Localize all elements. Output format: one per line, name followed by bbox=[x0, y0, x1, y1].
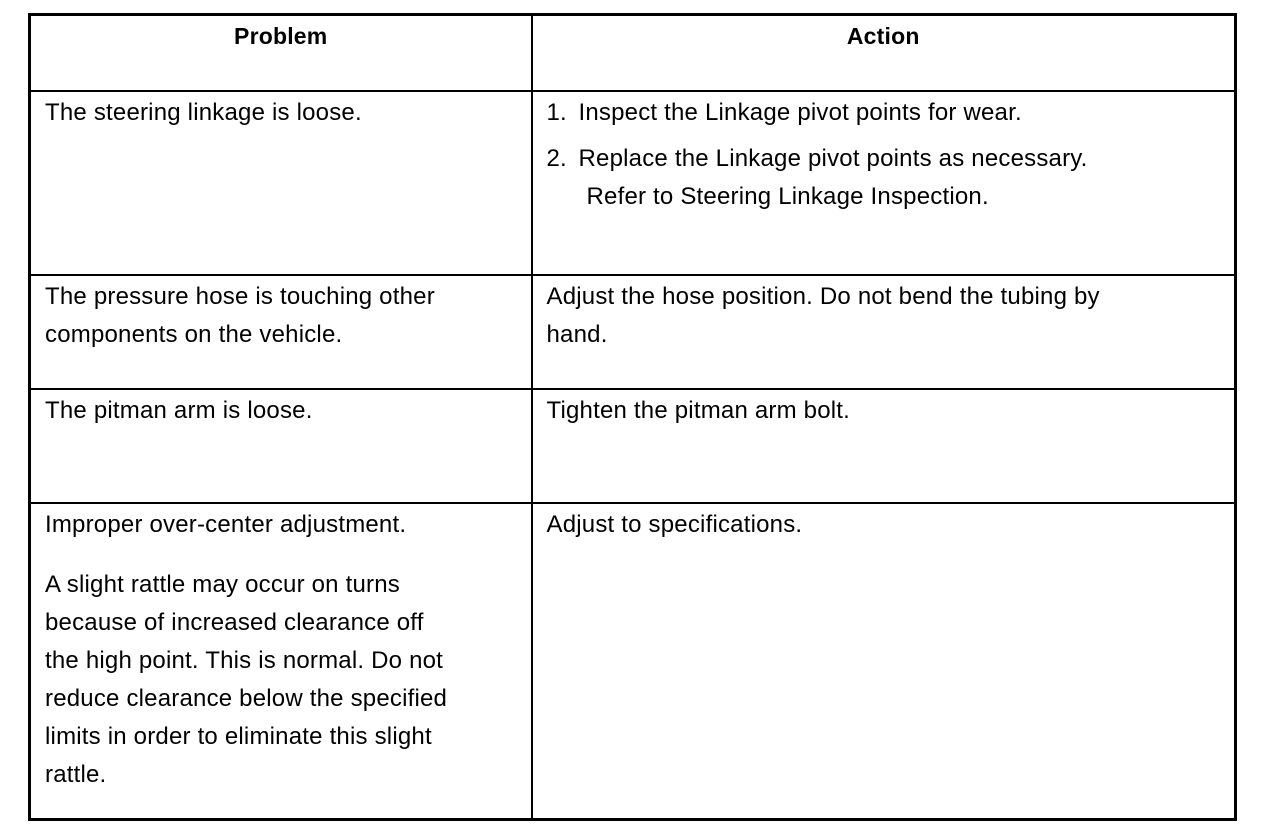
problem-note-line: reduce clearance below the specified bbox=[45, 685, 448, 712]
problem-note-line: because of increased clearance off bbox=[45, 609, 424, 636]
troubleshooting-table bbox=[28, 13, 1237, 821]
problem-note-line: A slight rattle may occur on turns bbox=[45, 571, 400, 598]
problem-note-line: the high point. This is normal. Do not bbox=[45, 647, 444, 674]
step-text: Replace the Linkage pivot points as necessary. bbox=[578, 145, 1088, 172]
problem-text: The pitman arm is loose. bbox=[45, 397, 313, 424]
problem-note-line: limits in order to eliminate this slight bbox=[45, 723, 432, 750]
problem-cell bbox=[30, 503, 532, 820]
problem-text-line: The pressure hose is touching other bbox=[45, 283, 435, 310]
problem-cell bbox=[30, 389, 532, 503]
table-row bbox=[30, 91, 1236, 275]
action-cell bbox=[532, 389, 1236, 503]
action-text: Tighten the pitman arm bolt. bbox=[546, 397, 851, 424]
action-steps-list bbox=[547, 94, 1221, 216]
step-text: Inspect the Linkage pivot points for wear. bbox=[578, 99, 1022, 126]
action-text-line: Adjust the hose position. Do not bend the tubing by bbox=[546, 283, 1100, 310]
action-cell bbox=[532, 503, 1236, 820]
problem-text: Improper over-center adjustment. bbox=[45, 511, 407, 538]
problem-cell bbox=[30, 275, 532, 389]
step-number: 1. bbox=[546, 99, 567, 126]
problem-cell bbox=[30, 91, 532, 275]
table-row bbox=[30, 275, 1236, 389]
action-step bbox=[547, 94, 1221, 132]
problem-column-header: Problem bbox=[30, 15, 532, 92]
problem-text-line: components on the vehicle. bbox=[45, 321, 343, 348]
table-row bbox=[30, 503, 1236, 820]
problem-note-line: rattle. bbox=[45, 761, 107, 788]
problem-text: The steering linkage is loose. bbox=[45, 99, 362, 126]
problem-note bbox=[45, 566, 517, 794]
action-column-header: Action bbox=[532, 15, 1236, 92]
action-text-line: hand. bbox=[546, 321, 608, 348]
action-step bbox=[547, 140, 1221, 216]
action-cell bbox=[532, 275, 1236, 389]
step-reference-note: Refer to Steering Linkage Inspection. bbox=[586, 183, 989, 210]
action-cell bbox=[532, 91, 1236, 275]
action-text: Adjust to specifications. bbox=[546, 511, 803, 538]
step-number: 2. bbox=[546, 145, 567, 172]
table-row bbox=[30, 389, 1236, 503]
header-row bbox=[30, 15, 1236, 92]
